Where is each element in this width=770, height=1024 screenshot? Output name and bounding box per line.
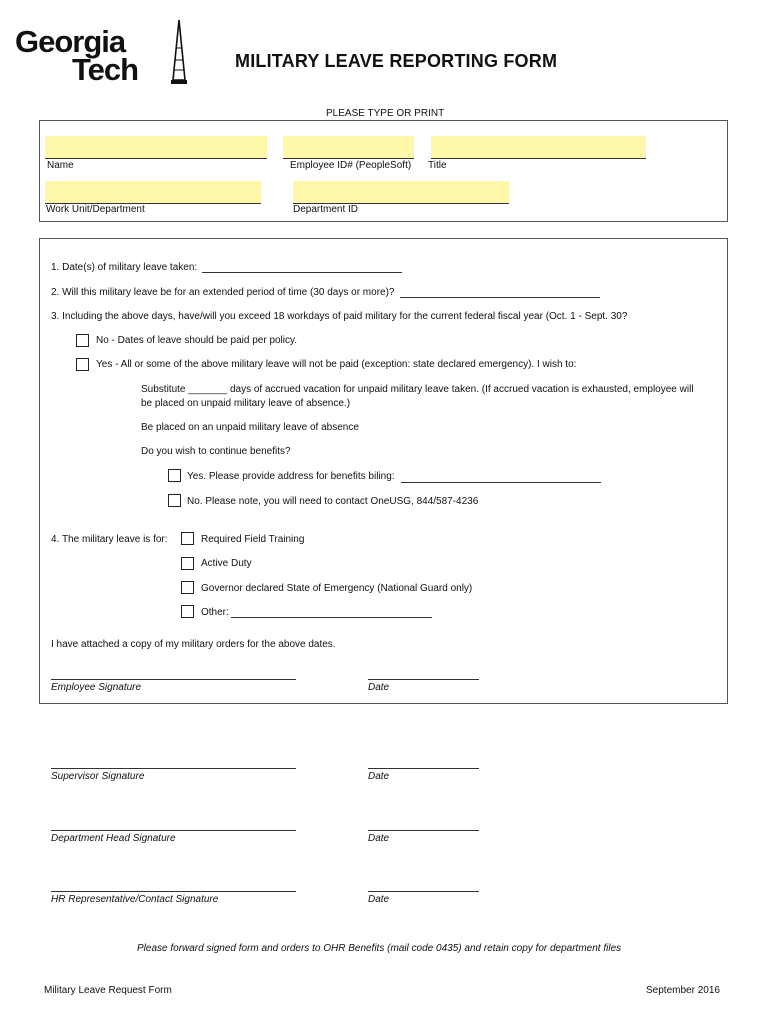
work-unit-label: Work Unit/Department [46,204,145,215]
state-emergency-label: Governor declared State of Emergency (National Guard only) [201,583,473,594]
forward-instructions: Please forward signed form and orders to OHR Benefits (mail code 0435) and retain copy for department files [137,943,622,954]
benefits-no-label: No. Please note, you will need to contact OneUSG, 844/587-4236 [187,496,479,507]
supervisor-signature-label: Supervisor Signature [51,771,145,782]
supervisor-signature-line[interactable] [51,768,296,769]
q1-dates-input[interactable] [202,272,402,273]
logo-line-2: Tech [72,52,139,87]
benefits-address-input[interactable] [401,482,601,483]
hr-date-label: Date [368,894,390,905]
employee-signature-line[interactable] [51,679,296,680]
q1-text: 1. Date(s) of military leave taken: [51,262,198,273]
employee-date-label: Date [368,682,390,693]
department-id-field[interactable] [293,181,509,204]
unpaid-leave-text: Be placed on an unpaid military leave of absence [141,422,359,433]
hr-date-line[interactable] [368,891,479,892]
logo-line-1: Georgia [15,24,126,59]
q3-no-label: No - Dates of leave should be paid per policy. [96,335,298,346]
hr-signature-label: HR Representative/Contact Signature [51,894,219,905]
q3-no-checkbox[interactable] [76,334,89,347]
name-label: Name [47,160,74,171]
employee-id-field[interactable] [283,136,414,159]
tower-icon [165,18,193,90]
benefits-question: Do you wish to continue benefits? [141,446,291,457]
footer-form-name: Military Leave Request Form [44,985,172,996]
title-label: Title [428,160,447,171]
q3-text: 3. Including the above days, have/will you exceed 18 workdays of paid military for the current federal fiscal year (Oct. 1 - Sept. 30? [51,311,628,322]
q3-yes-label: Yes - All or some of the above military leave will not be paid (exception: state declared emergency). I wish to: [96,359,577,370]
dept-head-signature-label: Department Head Signature [51,833,176,844]
hr-signature-line[interactable] [51,891,296,892]
georgia-tech-logo [15,26,180,92]
benefits-no-checkbox[interactable] [168,494,181,507]
dept-head-signature-line[interactable] [51,830,296,831]
work-unit-field[interactable] [45,181,261,204]
q2-answer-input[interactable] [400,297,600,298]
page-title: MILITARY LEAVE REPORTING FORM [235,51,558,71]
supervisor-date-label: Date [368,771,390,782]
employee-id-label: Employee ID# (PeopleSoft) [290,160,412,171]
title-field[interactable] [431,136,646,159]
substitute-text: Substitute _______ days of accrued vacation for unpaid military leave taken. (If accrued vacation is exhausted, employee will [141,384,694,395]
department-id-label: Department ID [293,204,359,215]
name-field[interactable] [45,136,267,159]
field-training-label: Required Field Training [201,534,305,545]
active-duty-checkbox[interactable] [181,557,194,570]
other-label: Other: [201,607,229,618]
supervisor-date-line[interactable] [368,768,479,769]
employee-signature-label: Employee Signature [51,682,142,693]
footer-date: September 2016 [646,985,720,996]
benefits-yes-label: Yes. Please provide address for benefits biling: [187,471,395,482]
benefits-yes-checkbox[interactable] [168,469,181,482]
attached-orders-text: I have attached a copy of my military orders for the above dates. [51,639,336,650]
dept-head-date-line[interactable] [368,830,479,831]
employee-date-line[interactable] [368,679,479,680]
active-duty-label: Active Duty [201,558,252,569]
other-input[interactable] [231,617,432,618]
instruction-text: PLEASE TYPE OR PRINT [326,108,445,119]
dept-head-date-label: Date [368,833,390,844]
substitute-text-2: be placed on unpaid military leave of absence.) [141,398,351,409]
q2-text: 2. Will this military leave be for an extended period of time (30 days or more)? [51,287,395,298]
q3-yes-checkbox[interactable] [76,358,89,371]
other-checkbox[interactable] [181,605,194,618]
field-training-checkbox[interactable] [181,532,194,545]
q4-text: 4. The military leave is for: [51,534,168,545]
state-emergency-checkbox[interactable] [181,581,194,594]
